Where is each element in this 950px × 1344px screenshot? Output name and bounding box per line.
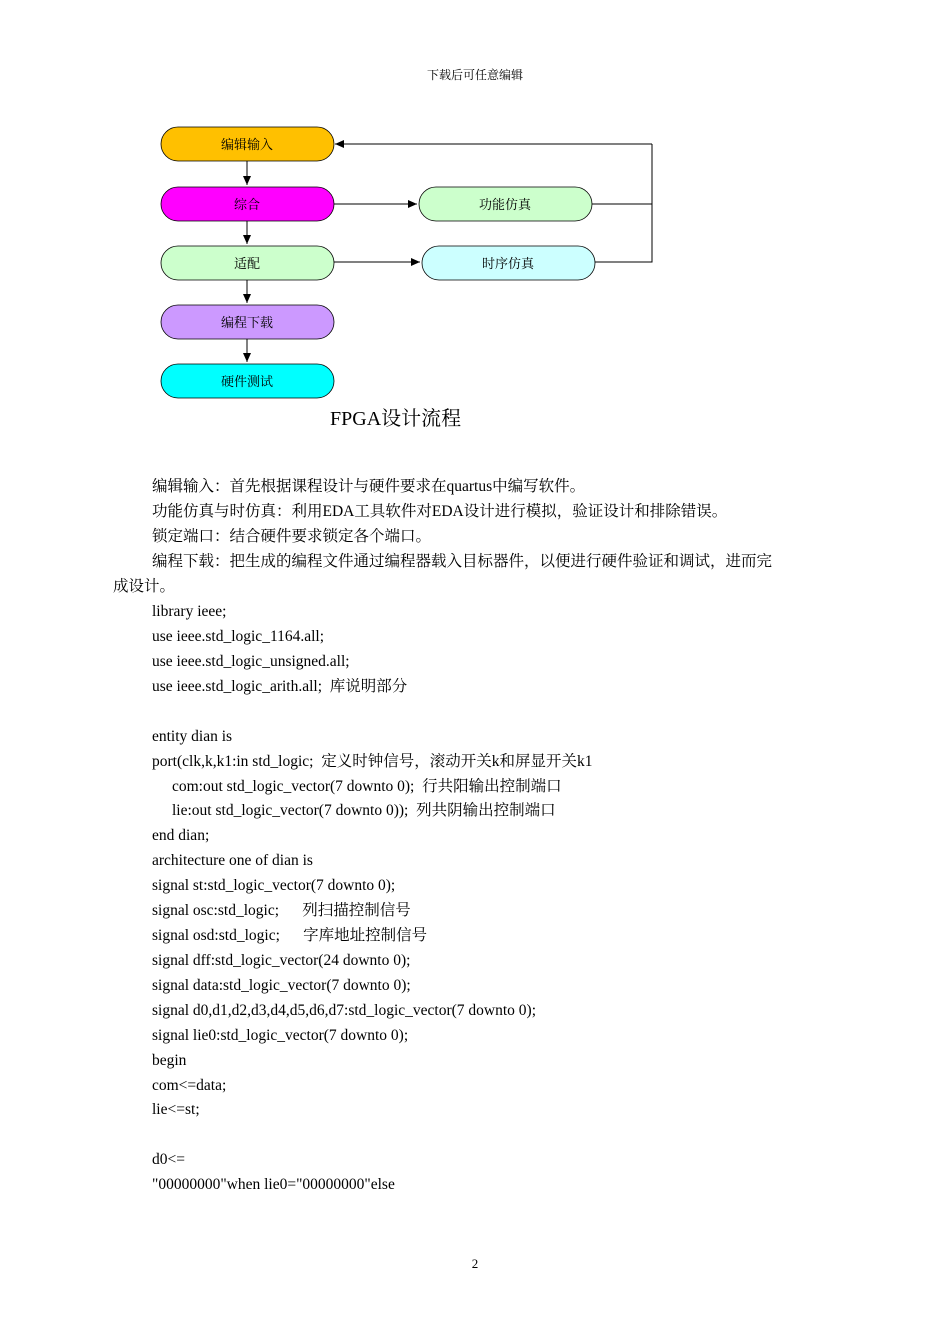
code-line: port(clk,k,k1:in std_logic; 定义时钟信号，滚动开关k和屏显开关k1 [152, 753, 593, 770]
node-timesim-label: 时序仿真 [481, 257, 535, 272]
code-line: signal osd:std_logic; 字库地址控制信号 [152, 927, 428, 944]
text-line: 锁定端口：结合硬件要求锁定各个端口。 [152, 528, 432, 545]
code-line: architecture one of dian is [152, 852, 313, 869]
code-line: lie<=st; [152, 1101, 200, 1118]
node-synth-label: 综合 [233, 198, 261, 213]
node-funcsim-label: 功能仿真 [478, 198, 532, 213]
code-line: signal lie0:std_logic_vector(7 downto 0); [152, 1027, 409, 1044]
node-program-label: 编程下载 [220, 316, 274, 331]
code-line: use ieee.std_logic_unsigned.all; [152, 653, 350, 670]
fpga-flow-diagram [0, 0, 950, 440]
code-line: library ieee; [152, 603, 227, 620]
code-line: signal dff:std_logic_vector(24 downto 0); [152, 952, 411, 969]
text-line: 编程下载：把生成的编程文件通过编程器载入目标器件，以便进行硬件验证和调试，进而完 [152, 553, 773, 570]
code-line: com:out std_logic_vector(7 downto 0); 行共阳输出控制端口 [172, 778, 562, 795]
code-line: d0<= [152, 1151, 185, 1168]
code-line: "00000000"when lie0="00000000"else [152, 1176, 395, 1193]
code-line: entity dian is [152, 728, 233, 745]
node-edit-label: 编辑输入 [220, 138, 274, 153]
page-number: 2 [471, 1256, 479, 1271]
code-line: use ieee.std_logic_arith.all; 库说明部分 [152, 678, 408, 695]
text-line: 编辑输入：首先根据课程设计与硬件要求在quartus中编写软件。 [152, 478, 586, 495]
node-fit-label: 适配 [233, 257, 261, 272]
code-line: signal osc:std_logic; 列扫描控制信号 [152, 902, 411, 919]
text-line: 功能仿真与时仿真：利用EDA工具软件对EDA设计进行模拟，验证设计和排除错误。 [152, 503, 728, 520]
code-line: lie:out std_logic_vector(7 downto 0)); 列共阴输出控制端口 [172, 802, 556, 819]
diagram-caption: FPGA设计流程 [330, 408, 462, 430]
text-line: 成设计。 [113, 578, 176, 595]
code-line: signal data:std_logic_vector(7 downto 0); [152, 977, 411, 994]
code-line: signal d0,d1,d2,d3,d4,d5,d6,d7:std_logic_vector(7 downto 0); [152, 1002, 537, 1019]
code-line: com<=data; [152, 1077, 227, 1094]
code-line: signal st:std_logic_vector(7 downto 0); [152, 877, 396, 894]
code-line: begin [152, 1052, 187, 1069]
code-line: end dian; [152, 827, 210, 844]
node-hwtest-label: 硬件测试 [220, 375, 274, 390]
feedback-timesim [595, 144, 652, 262]
page-header: 下载后可任意编辑 [426, 68, 523, 82]
code-line: use ieee.std_logic_1164.all; [152, 628, 325, 645]
